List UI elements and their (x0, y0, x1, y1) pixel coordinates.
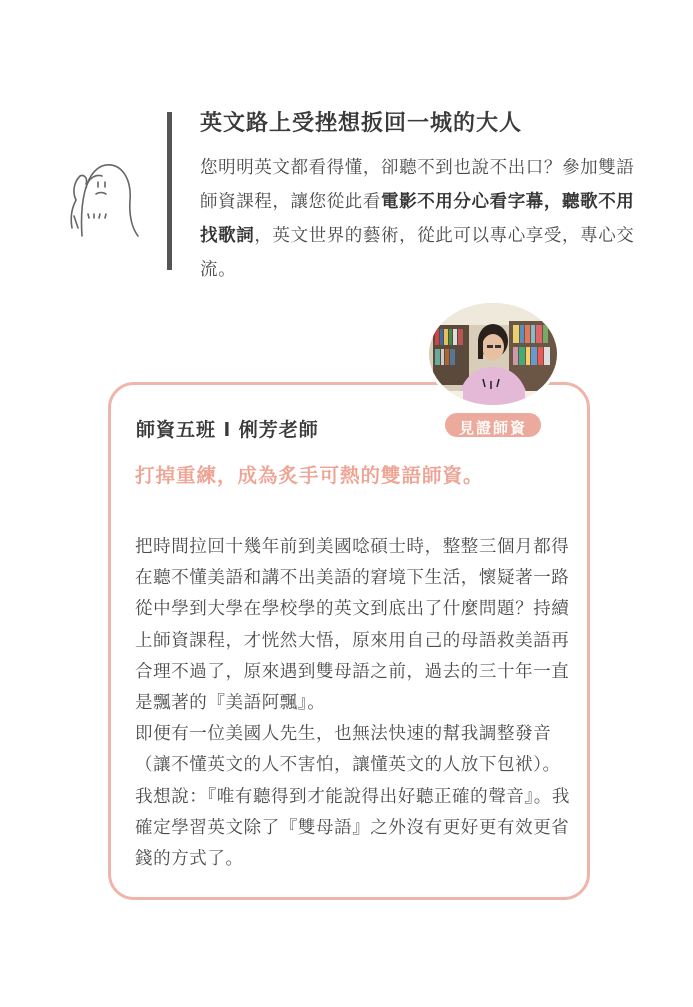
teacher-photo (424, 298, 564, 412)
intro-body-highlight: 電影不用分心看字幕，聽歌不用找歌詞 (200, 192, 635, 246)
teacher-name: 師資五班 l 俐芳老師 (136, 419, 319, 441)
thinking-character-icon (58, 156, 144, 240)
testimonial-headline: 打掉重練，成為炙手可熱的雙語師資。 (135, 464, 484, 487)
witness-teacher-badge: 見證師資 (442, 410, 544, 440)
intro-body (200, 151, 640, 287)
intro-accent-bar (167, 112, 172, 270)
intro-body-text: 您明明英文都看得懂，卻聽不到也說不出口？參加雙語師資課程，讓您從此看 (200, 158, 635, 212)
testimonial-paragraph-2: 即便有一位美國人先生，也無法快速的幫我調整發音（讓不懂英文的人不害怕，讓懂英文的人放下包袱）。我想說：『唯有聽得到才能說得出好聽正確的聲音』。我確定學習英文除了『雙母語』之外沒有更好更有效更省錢的方式了。 (135, 724, 570, 870)
teacher-portrait (426, 300, 560, 408)
intro-body-text-end: ，英文世界的藝術，從此可以專心享受，專心交流。 (200, 226, 635, 280)
intro-title: 英文路上受挫想扳回一城的大人 (200, 111, 523, 136)
testimonial-paragraph-1: 把時間拉回十幾年前到美國唸碩士時，整整三個月都得在聽不懂美語和講不出美語的窘境下生活，懷疑著一路從中學到大學在學校學的英文到底出了什麼問題？持續上師資課程，才恍然大悟，原來用自己的母語救美語再合理不過了，原來遇到雙母語之前，過去的三十年一直是飄著的『美語阿飄』。 (135, 537, 570, 714)
testimonial-body (135, 532, 571, 875)
